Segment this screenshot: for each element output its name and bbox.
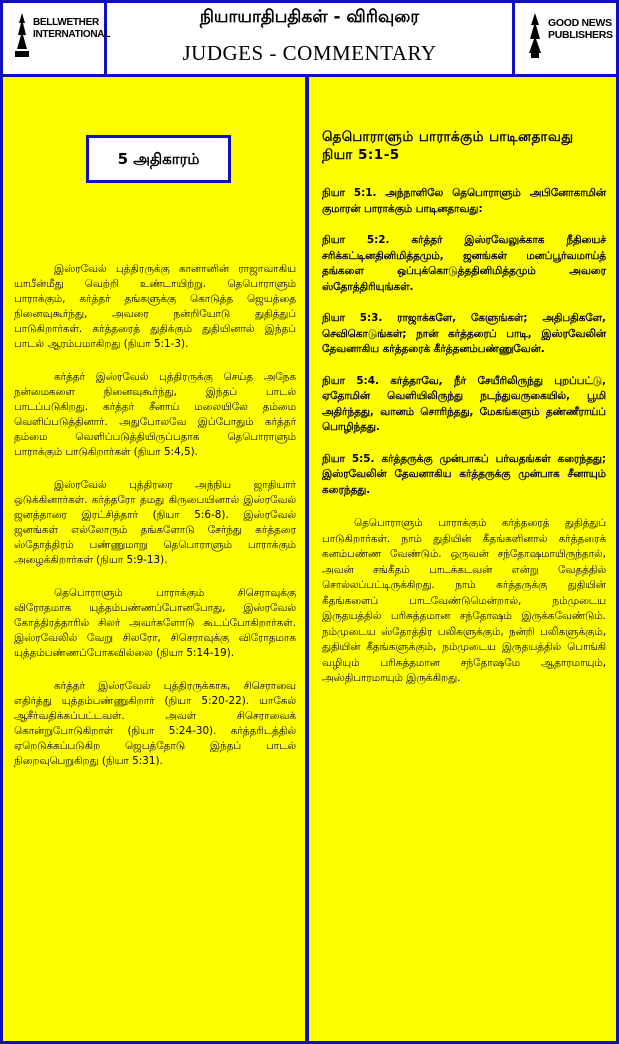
section-title: தெபொராளும் பாராக்கும் பாடினதாவது நியா 5:1-5 xyxy=(322,129,574,163)
title-english: JUDGES - COMMENTARY xyxy=(182,41,437,65)
good-news-logo xyxy=(512,3,616,74)
verse-2: நியா 5:2. கர்த்தர் இஸ்ரவேலுக்காக நீதியைச் சரிக்கட்டினதினிமித்தமும், ஜனங்கள் மனப்பூர்வமாய்த் தங்களை ஒப்புக்கொடுத்ததினிமித்தமும் அவரை ஸ்தோத்திரியுங்கள். xyxy=(322,234,606,293)
bellwether-logo xyxy=(3,3,111,74)
verse-1: நியா 5:1. அந்நாளிலே தெபொராளும் அபினோகாமின் குமாரன் பாராக்கும் பாடினதாவது: xyxy=(322,187,606,215)
verse-5: நியா 5:5. கர்த்தருக்கு முன்பாகப் பர்வதங்கள் கரைந்தது; இஸ்ரவேலின் தேவனாகிய கர்த்தருக்கு முன்பாக சீனாயும் கரைந்தது. xyxy=(322,452,606,496)
verse-4: நியா 5:4. கர்த்தாவே, நீர் சேயீரிலிருந்து புறப்பட்டு, ஏதோமின் வெளியிலிருந்து நடந்துவருகையில், பூமி அதிர்ந்தது, வானம் சொரிந்தது, மேகங்களும் தண்ணீராய்ப் பொழிந்தது. xyxy=(322,374,606,433)
summary-paragraph-5: கர்த்தர் இஸ்ரவேல் புத்திரருக்காக, சிசெராவை எதிர்த்து யுத்தம்பண்ணுகிறார் (நியா 5:20-22). யாகேல் ஆசீர்வதிக்கப்பட்டவள். அவள் சிசெராவைக் கொன்றுபோடுகிறாள் (நியா 5:24-30). கர்த்தரிடத்தில் ஏறெடுக்கப்படுகிற ஜெபத்தோடு இந்தப் பாடல் நிறைவுபெறுகிறது (நியா 5:31). xyxy=(14,680,296,767)
bellwether-logo-text: BELLWETHER INTERNATIONAL xyxy=(33,17,111,40)
summary-paragraph-3: இஸ்ரவேல் புத்திரரை அந்நிய ஜாதியார் ஒடுக்கினார்கள். கர்த்தரோ தமது கிருபையினால் இஸ்ரவேல் ஜனத்தாரை இரட்சித்தார் (நியா 5:6-8). இஸ்ரவேல் ஜனங்கள் எல்லோரும் தங்களோடு சேர்ந்து கர்த்தரை ஸ்தோத்திரம் பண்ணுமாறு தெபொராளும் பாராக்கும் அழைக்கிறார்கள் (நியா 5:9-13). xyxy=(14,479,296,566)
commentary-paragraph: தெபொராளும் பாராக்கும் கர்த்தரைத் துதித்துப் பாடுகிறார்கள். நாம் துதியின் கீதங்களினால் கர்த்தரைக் கனம்பண்ண வேண்டும். ஒருவன் சந்தோஷமாயிருந்தால், அவன் சங்கீதம் பாடக்கடவன் என்று வேதத்தில் சொல்லப்பட்டிருக்கிறது. நாம் கர்த்தருக்கு துதியின் கீதங்களைப் பாடவேண்டுமென்றால், நம்முடைய இருதயத்தில் பரிசுத்தமான சந்தோஷம் இருக்கவேண்டும். நம்முடைய ஸ்தோத்திர பலிகளுக்கும், நன்றி பலிகளுக்கும், துதியின் கீதங்களுக்கும், நம்முடைய இருதயத்தில் பொங்கி வழியும் பரிசுத்தமான சந்தோஷமே ஆதாரமாயும், அஸ்திபாரமாயும் இருக்கிறது. xyxy=(322,517,606,684)
bellwether-icon xyxy=(13,13,31,61)
left-column xyxy=(14,262,296,787)
column-divider xyxy=(305,77,309,1044)
summary-paragraph-1: இஸ்ரவேல் புத்திரருக்கு கானானின் ராஜாவாகிய யாபீன்மீது வெற்றி உண்டாயிற்று. தெபொராளும் பாராக்கும், கர்த்தர் தங்களுக்கு கொடுத்த ஜெயத்தை நினைவுகூர்ந்து, அவரை நன்றியோடு துதித்துப் பாடுகிறார்கள். கர்த்தரைத் துதிக்கும் துதியினால் இந்தப் பாடல் ஆரம்பமாகிறது (நியா 5:1-3). xyxy=(14,263,296,350)
chapter-label: 5 அதிகாரம் xyxy=(86,135,231,183)
summary-paragraph-4: தெபொராளும் பாராக்கும் சிசெராவுக்கு விரோதமாக யுத்தம்பண்ணப்போனபோது, இஸ்ரவேல் கோத்திரத்தாரில் சிலர் அவர்களோடு கூடப்போகிறார்கள். இஸ்ரவேலில் வேறு சிலரோ, சிசெராவுக்கு விரோதமாக யுத்தம்பண்ணப்போகவில்லை (நியா 5:14-19). xyxy=(14,587,296,659)
right-column xyxy=(322,128,606,687)
good-news-logo-text: GOOD NEWS PUBLISHERS xyxy=(548,17,613,41)
title-tamil: நியாயாதிபதிகள் - விரிவுரை xyxy=(199,7,420,27)
verse-3: நியா 5:3. ராஜாக்களே, கேளுங்கள்; அதிபதிகளே, செவிகொடுங்கள்; நான் கர்த்தரைப் பாடி, இஸ்ரவேலின் தேவனாகிய கர்த்தரைக் கீர்த்தனம்பண்ணுவேன். xyxy=(322,312,606,355)
summary-paragraph-2: கர்த்தர் இஸ்ரவேல் புத்திரருக்கு செய்த அநேக நன்மைகளை நினைவுகூர்ந்து, இந்தப் பாடல் பாடப்படுகிறது. கர்த்தர் சீனாய் மலையிலே தம்மை வெளிப்படுத்தினார். அதுபோலவே இப்போதும் கர்த்தர் தம்மை வெளிப்படுத்தியிருப்பதாக தெபொராளும் பாராக்கும் பாடுகிறார்கள் (நியா 5:4,5). xyxy=(14,371,296,458)
good-news-icon xyxy=(525,13,545,59)
header xyxy=(0,0,619,77)
